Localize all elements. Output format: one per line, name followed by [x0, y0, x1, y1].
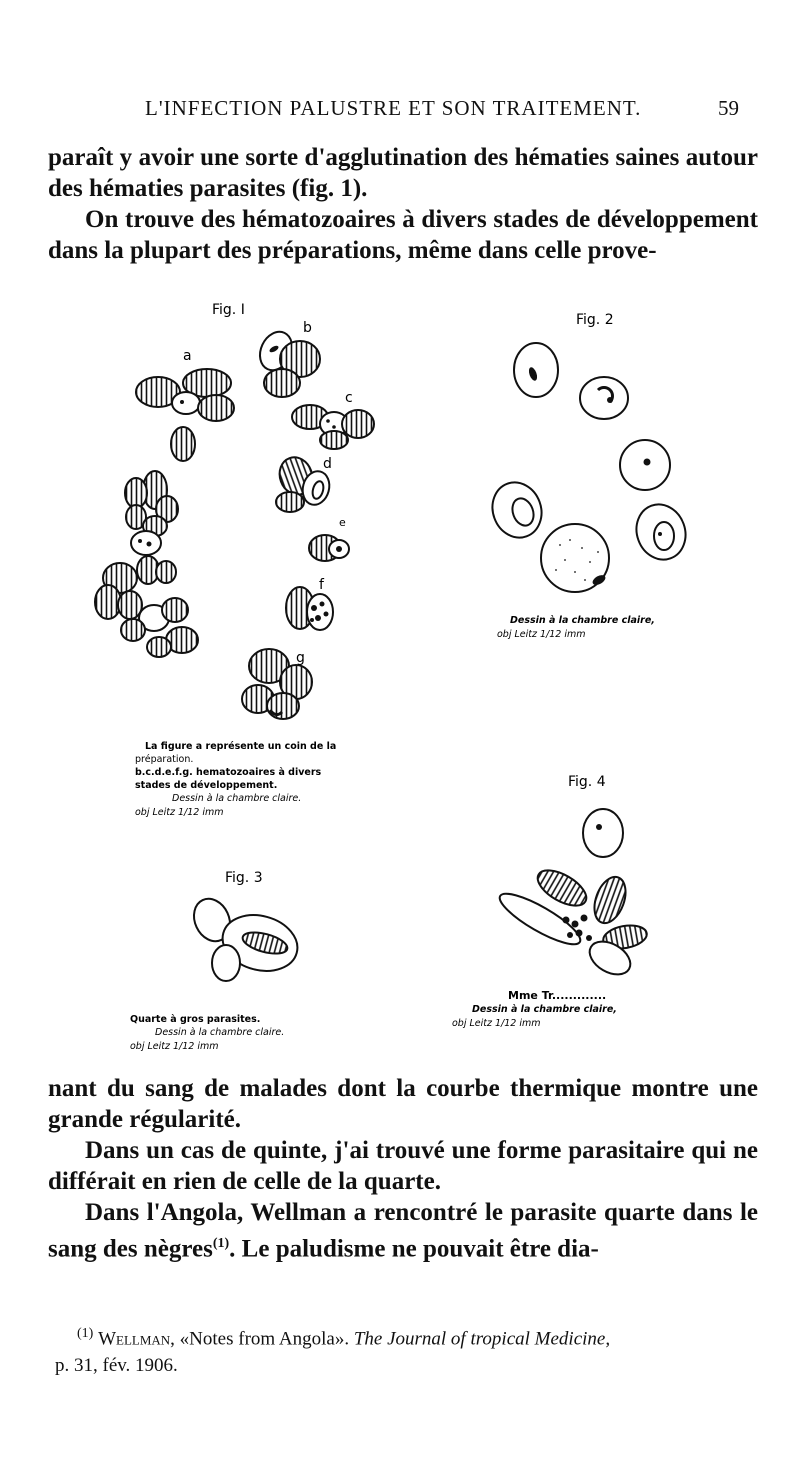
figure-1-letter-d: d: [323, 456, 332, 472]
figure-1-caption-line-5: Dessin à la chambre claire.: [172, 793, 302, 804]
footnote-marker: (1): [77, 1326, 94, 1341]
footnote-author: Wellman: [98, 1328, 171, 1350]
figure-1: [95, 302, 374, 818]
top-text-block: [48, 142, 758, 266]
figure-2-title: Fig. 2: [576, 312, 614, 328]
figure-1-caption-line-1: La figure a représente un coin de la: [145, 741, 337, 752]
figure-1-caption-line-3: b.c.d.e.f.g. hematozoaires à divers: [135, 767, 322, 778]
figure-2: [485, 312, 693, 640]
figure-1-letter-f: f: [319, 577, 324, 593]
figure-3: [130, 870, 304, 1052]
figure-1-letter-g: g: [296, 650, 305, 666]
cell-cluster-c: [292, 405, 374, 449]
footnote-reference: (1): [212, 1236, 230, 1251]
figure-1-letter-e: e: [339, 516, 346, 529]
page-header: [0, 96, 800, 126]
cell-e: [309, 535, 349, 561]
figure-1-caption-line-2: préparation.: [135, 754, 194, 765]
figure-4-caption-line-2: Dessin à la chambre claire,: [472, 1004, 617, 1015]
cell-cluster-b: [254, 327, 320, 397]
figure-2-caption-line-1: Dessin à la chambre claire,: [510, 615, 655, 626]
figure-1-caption-line-6: obj Leitz 1/12 imm: [135, 807, 224, 818]
bottom-text-block: [48, 1073, 758, 1264]
paragraph-1: paraît y avoir une sorte d'agglutination des hématies saines autour des hématies parasites (fig. 1).: [48, 144, 758, 202]
figure-1-letter-a: a: [183, 348, 192, 364]
paragraph-5-start: Dans l'Angola, Wellman a rencontré le parasite quarte dans le sang des nègres: [48, 1199, 758, 1263]
paragraph-5: [48, 1197, 758, 1264]
footnote-details: p. 31, fév. 1906.: [55, 1355, 178, 1377]
paragraph-5-end: . Le paludisme ne pouvait être dia-: [229, 1235, 599, 1263]
cell-f: [286, 587, 333, 630]
cell-cluster-left: [95, 471, 198, 657]
figures-plate: [0, 290, 800, 1070]
figure-4: [452, 774, 649, 1029]
figure-3-caption-line-2: Dessin à la chambre claire.: [155, 1027, 285, 1038]
figure-4-caption-line-3: obj Leitz 1/12 imm: [452, 1018, 541, 1029]
figure-1-letter-c: c: [345, 390, 353, 406]
running-title: L'INFECTION PALUSTRE ET SON TRAITEMENT.: [145, 96, 642, 120]
figure-3-title: Fig. 3: [225, 870, 263, 886]
cell-cluster-a: [136, 369, 234, 421]
figure-1-title: Fig. I: [212, 302, 245, 318]
page-number: 59: [718, 96, 739, 120]
figure-4-title: Fig. 4: [568, 774, 606, 790]
footnote-journal: The Journal of tropical Medicine,: [353, 1328, 611, 1350]
figure-4-caption-line-1: Mme Tr.............: [508, 989, 607, 1002]
paragraph-2: On trouve des hématozoaires à divers stades de développement dans la plupart des préparations, même dans celle prove-: [48, 206, 758, 264]
figure-1-letter-b: b: [303, 320, 312, 336]
paragraph-3: nant du sang de malades dont la courbe thermique montre une grande régularité.: [48, 1075, 758, 1133]
figure-3-caption-line-1: Quarte à gros parasites.: [130, 1014, 261, 1025]
figure-2-caption-line-2: obj Leitz 1/12 imm: [497, 629, 586, 640]
paragraph-4: Dans un cas de quinte, j'ai trouvé une forme parasitaire qui ne différait en rien de celle de la quarte.: [48, 1137, 758, 1195]
figure-3-caption-line-3: obj Leitz 1/12 imm: [130, 1041, 219, 1052]
figure-1-caption-line-4: stades de développement.: [135, 780, 278, 791]
footnote-article-title: «Notes from Angola».: [179, 1328, 350, 1350]
footnote: $^{(1)}$ Wellman, «Notes from Angola». The Journal of tropical Medicine, p. 31, fév. 1906.: [55, 1326, 611, 1377]
